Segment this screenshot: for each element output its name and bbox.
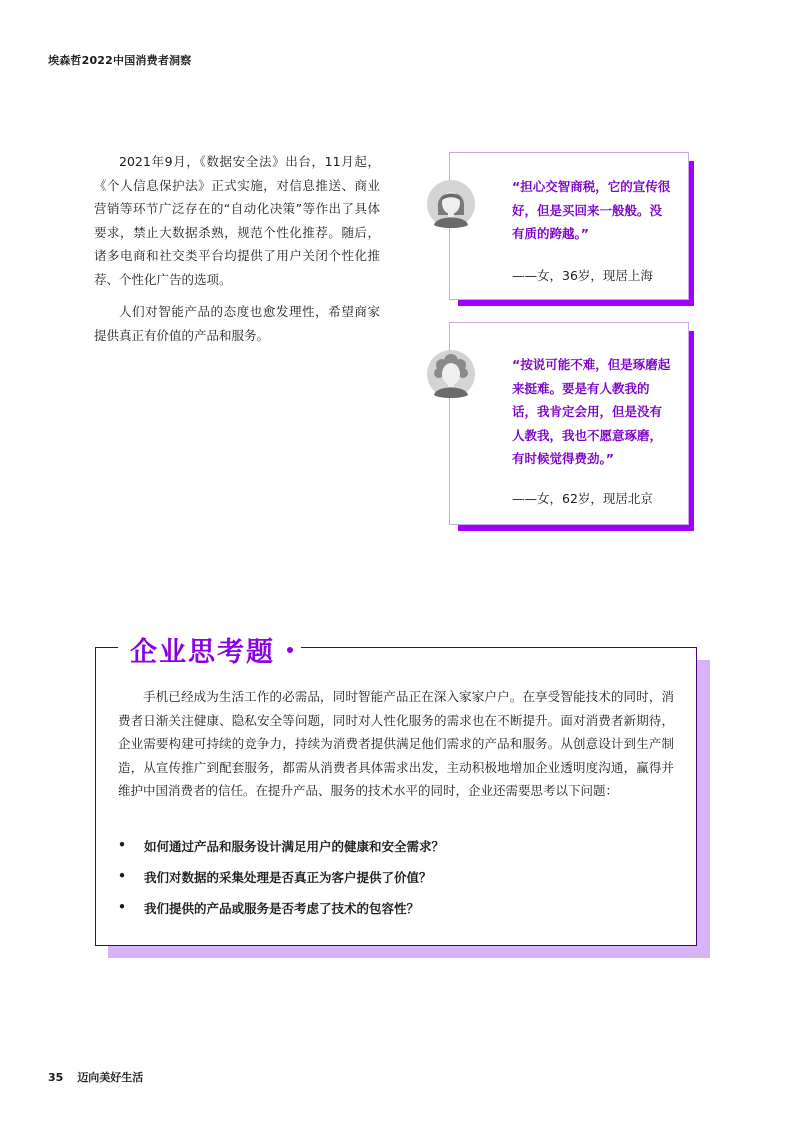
thinking-box-paragraph: 手机已经成为生活工作的必需品，同时智能产品正在深入家家户户。在享受智能技术的同时，消费者日渐关注健康、隐私安全等问题，同时对人性化服务的需求也在不断提升。面对消费者新期待，企业需要构建可持续的竞争力，持续为消费者提供满足他们需求的产品和服务。从创意设计到生产制造，从宣传推广到配套服务，都需从消费者具体需求出发，主动积极地增加企业透明度沟通，赢得并维护中国消费者的信任。在提升产品、服务的技术水平的同时，企业还需要思考以下问题：: [118, 689, 674, 798]
quote-text-1: “担心交智商税，它的宣传很好，但是买回来一般般。没有质的跨越。”: [512, 179, 671, 241]
quote-card-2: [449, 322, 689, 525]
question-text-2: 我们对数据的采集处理是否真正为客户提供了价值？: [144, 870, 432, 885]
question-text-3: 我们提供的产品或服务是否考虑了技术的包容性？: [144, 901, 420, 916]
body-paragraph-2: 人们对智能产品的态度也愈发理性，希望商家提供真正有价值的产品和服务。: [94, 304, 380, 343]
quote-text-2: “按说可能不难，但是琢磨起来挺难。要是有人教我的话，我肯定会用，但是没有人教我，我也不愿意琢磨，有时候觉得费劲。”: [512, 357, 671, 466]
footer-section-title: 迈向美好生活: [77, 1071, 144, 1084]
quote-card-1: [449, 152, 689, 300]
footer: [48, 1069, 143, 1085]
quote-attribution-2: ——女，62岁，现居北京: [512, 491, 653, 506]
thinking-box-title: 企业思考题: [130, 637, 275, 668]
header-title: 埃森哲2022中国消费者洞察: [48, 54, 192, 67]
thinking-box-header: [118, 630, 301, 669]
body-paragraph-1: 2021年9月，《数据安全法》出台，11月起，《个人信息保护法》正式实施，对信息推送、商业营销等环节广泛存在的“自动化决策”等作出了具体要求，禁止大数据杀熟，规范个性化推荐。随后，诸多电商和社交类平台均提供了用户关闭个性化推荐、个性化广告的选项。: [94, 154, 380, 287]
question-item: [118, 899, 419, 917]
quote-attribution-1: ——女，36岁，现居上海: [512, 268, 653, 283]
woman-avatar-icon: [426, 179, 476, 229]
page-number: 35: [48, 1071, 64, 1084]
bullet-icon: •: [118, 899, 126, 914]
bullet-icon: •: [118, 868, 126, 883]
title-dot-icon: [287, 647, 293, 653]
bullet-icon: •: [118, 837, 126, 852]
question-item: [118, 868, 432, 886]
elderly-woman-avatar-icon: [426, 349, 476, 399]
question-text-1: 如何通过产品和服务设计满足用户的健康和安全需求？: [144, 839, 445, 854]
question-item: [118, 837, 444, 855]
